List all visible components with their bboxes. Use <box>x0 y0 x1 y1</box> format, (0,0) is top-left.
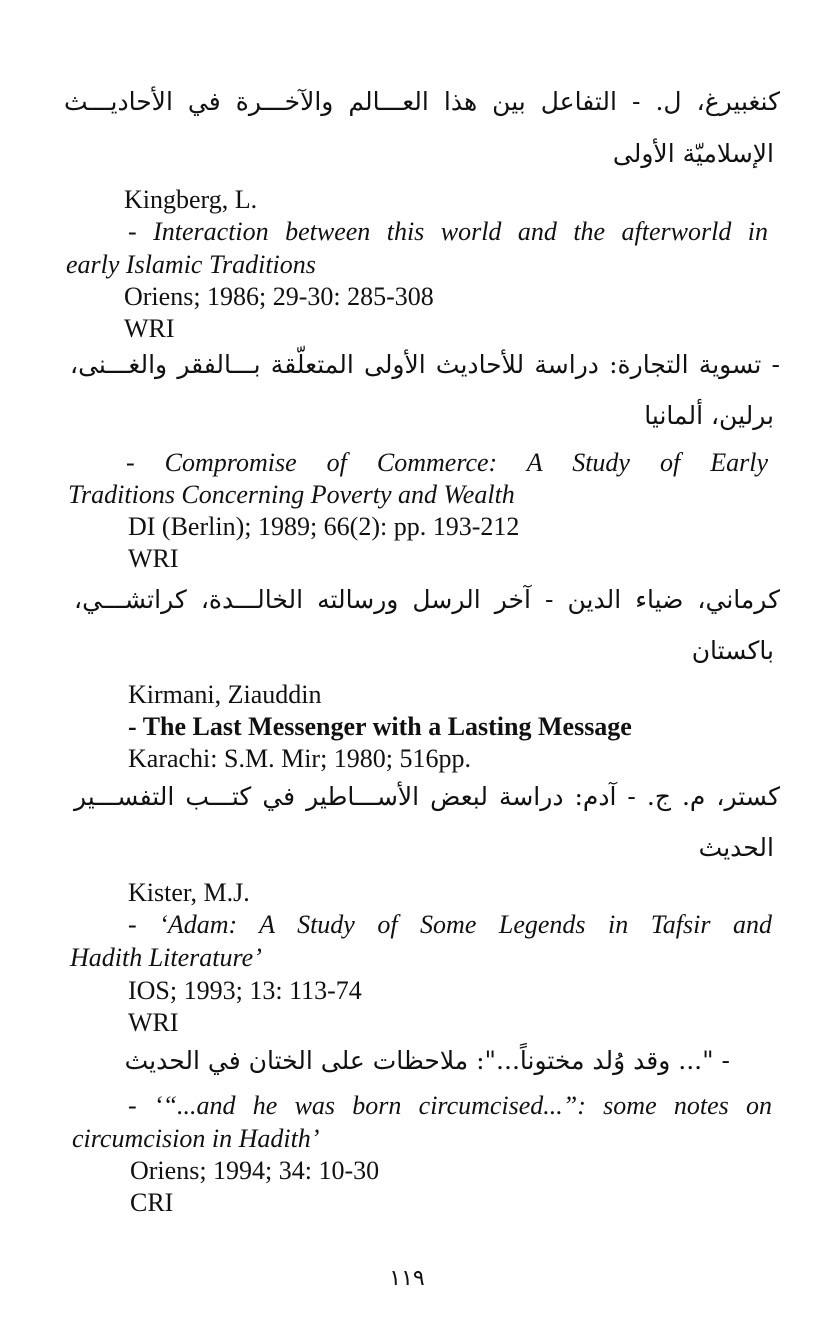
work-title: - ‘Adam: A Study of Some Legends in Tafsir and <box>128 910 772 939</box>
arabic-title-line: - "... وقد وُلد مختوناً...": ملاحظات على الختان في الحديث <box>124 1046 730 1075</box>
source-code: WRI <box>128 544 179 573</box>
work-title: - ‘“...and he was born circumcised...”: some notes on <box>128 1091 772 1120</box>
work-title: - The Last Messenger with a Lasting Message <box>128 712 632 741</box>
arabic-title-line: كنغبيرغ، ل. - التفاعل بين هذا العـــالم والآخـــرة في الأحاديـــث <box>64 87 780 116</box>
source-code: CRI <box>130 1188 174 1217</box>
citation: IOS; 1993; 13: 113-74 <box>128 976 362 1005</box>
citation: DI (Berlin); 1989; 66(2): pp. 193-212 <box>128 512 520 541</box>
work-title: early Islamic Traditions <box>66 250 316 279</box>
citation: Oriens; 1994; 34: 10-30 <box>130 1156 380 1185</box>
page-number: ١١٩ <box>389 1266 425 1291</box>
arabic-title-line: باكستان <box>691 636 774 665</box>
arabic-title-line: كستر، م. ج. - آدم: دراسة لبعض الأســـاطير في كتـــب التفســـير <box>74 782 780 811</box>
source-code: WRI <box>124 314 175 343</box>
author-name: Kister, M.J. <box>128 878 250 907</box>
citation: Karachi: S.M. Mir; 1980; 516pp. <box>128 744 472 773</box>
arabic-title-line: الإسلاميّة الأولى <box>612 139 774 168</box>
citation: Oriens; 1986; 29-30: 285-308 <box>124 282 434 311</box>
work-title: Traditions Concerning Poverty and Wealth <box>68 480 515 509</box>
work-title: Hadith Literature’ <box>70 943 262 972</box>
arabic-title-line: برلين، ألمانيا <box>644 401 774 430</box>
work-title: - Interaction between this world and the afterworld in <box>128 217 768 246</box>
work-title: - Compromise of Commerce: A Study of Early <box>126 448 768 477</box>
author-name: Kingberg, L. <box>124 185 258 214</box>
arabic-title-line: كرماني، ضياء الدين - آخر الرسل ورسالته الخالـــدة، كراتشـــي، <box>74 585 780 614</box>
source-code: WRI <box>128 1008 179 1037</box>
work-title: circumcision in Hadith’ <box>72 1124 320 1153</box>
arabic-title-line: الحديث <box>698 833 774 862</box>
author-name: Kirmani, Ziauddin <box>128 680 322 709</box>
arabic-title-line: - تسوية التجارة: دراسة للأحاديث الأولى المتعلّقة بـــالفقر والغـــنى، <box>70 350 780 379</box>
